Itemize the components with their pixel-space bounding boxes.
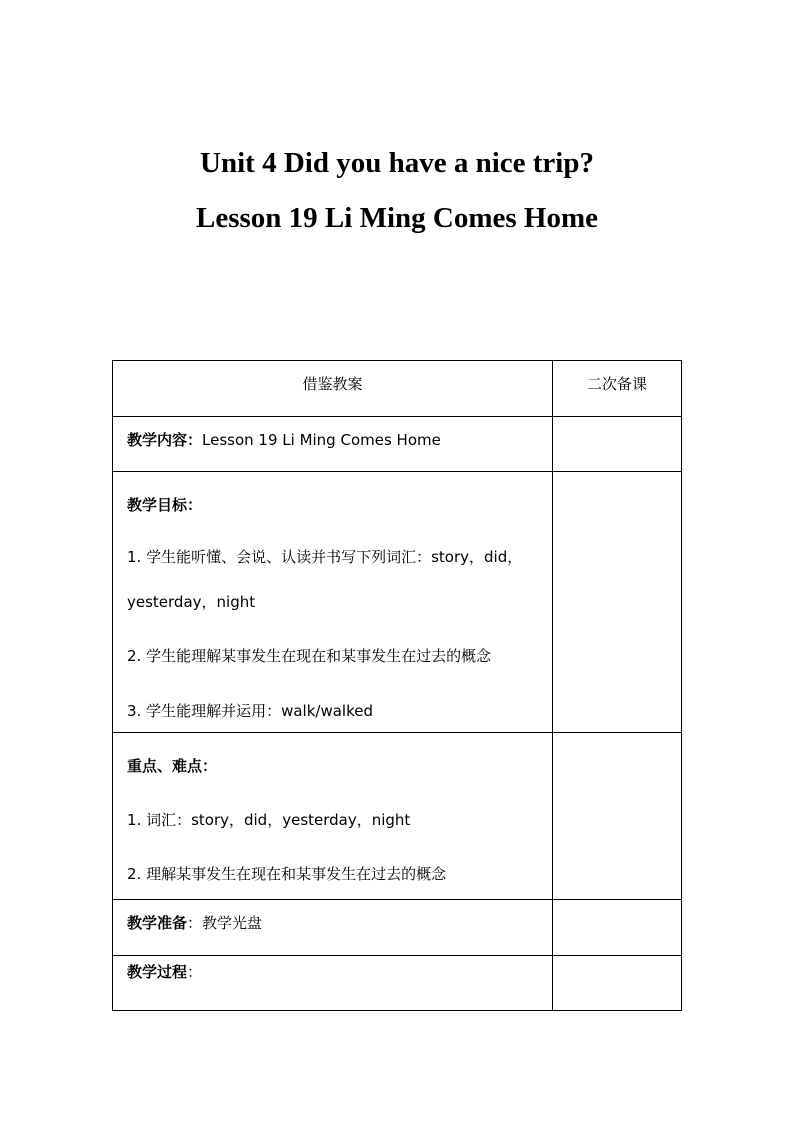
content-value: Lesson 19 Li Ming Comes Home bbox=[202, 431, 441, 449]
content-label: 教学内容： bbox=[127, 431, 203, 449]
table-row-preparation bbox=[113, 900, 682, 956]
key-points-cell bbox=[113, 733, 553, 900]
content-cell bbox=[113, 417, 553, 472]
table-row-content bbox=[113, 417, 682, 472]
table-row-goals bbox=[113, 472, 682, 733]
process-label: 教学过程 bbox=[127, 963, 188, 981]
process-side-cell bbox=[553, 956, 682, 1011]
header-cell-side bbox=[553, 361, 682, 417]
content-side-cell bbox=[553, 417, 682, 472]
key-points-label: 重点、难点： bbox=[127, 757, 218, 775]
goals-item-1-line-1: 1. 学生能听懂、会说、认读并书写下列词汇：story，did， bbox=[127, 548, 523, 566]
goals-item-1-line-2: yesterday，night bbox=[127, 593, 256, 611]
preparation-cell bbox=[113, 900, 553, 956]
table-row-process bbox=[113, 956, 682, 1011]
preparation-value: ：教学光盘 bbox=[187, 914, 263, 932]
header-cell-main bbox=[113, 361, 553, 417]
goals-side-cell bbox=[553, 472, 682, 733]
goals-label: 教学目标： bbox=[127, 496, 203, 514]
header-side-label: 二次备课 bbox=[586, 375, 647, 393]
preparation-side-cell bbox=[553, 900, 682, 956]
goals-item-3: 3. 学生能理解并运用：walk/walked bbox=[127, 702, 373, 720]
table-header-row bbox=[113, 361, 682, 417]
table-row-key-points bbox=[113, 733, 682, 900]
lesson-title: Lesson 19 Li Ming Comes Home bbox=[196, 202, 598, 234]
key-points-side-cell bbox=[553, 733, 682, 900]
goals-item-2: 2. 学生能理解某事发生在现在和某事发生在过去的概念 bbox=[127, 647, 492, 665]
key-points-item-2: 2. 理解某事发生在现在和某事发生在过去的概念 bbox=[127, 865, 447, 883]
key-points-item-1: 1. 词汇：story，did，yesterday，night bbox=[127, 811, 411, 829]
preparation-label: 教学准备 bbox=[127, 914, 188, 932]
process-cell bbox=[113, 956, 553, 1011]
process-value: ： bbox=[187, 963, 203, 981]
goals-cell bbox=[113, 472, 553, 733]
header-main-label: 借鉴教案 bbox=[302, 375, 363, 393]
lesson-plan-table bbox=[112, 360, 682, 1011]
unit-title: Unit 4 Did you have a nice trip? bbox=[200, 147, 594, 179]
